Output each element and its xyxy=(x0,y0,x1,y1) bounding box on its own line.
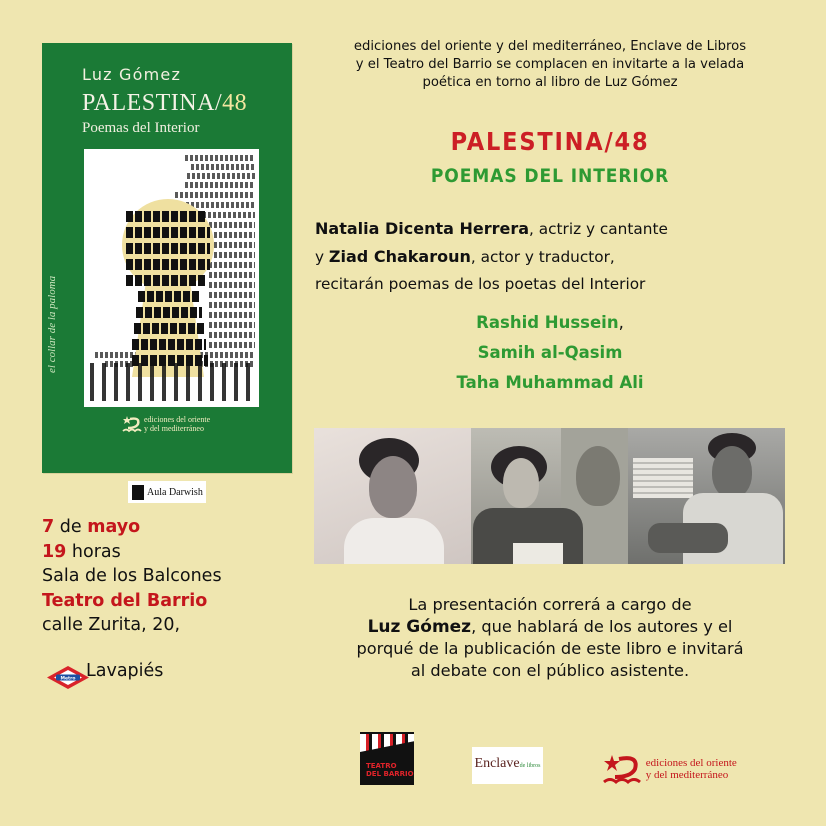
teatro-logo-text: TEATRO DEL BARRIO xyxy=(366,762,414,778)
intro-line: poética en torno al libro de Luz Gómez xyxy=(422,75,678,90)
closing-line-rest: , que hablará de los autores y el xyxy=(471,617,733,636)
enclave-de-libros-logo xyxy=(472,747,543,784)
enclave-logo-sub: de libros xyxy=(519,763,541,769)
poet xyxy=(314,338,786,368)
svg-text:Metro: Metro xyxy=(60,676,76,682)
bunting-icon xyxy=(360,734,414,752)
headline-title: PALESTINA/48 xyxy=(450,127,650,156)
event-time xyxy=(42,540,222,565)
performer-role: , actor y traductor, xyxy=(470,248,615,266)
performer-name: Ziad Chakaroun xyxy=(328,247,471,266)
poet-suffix: , xyxy=(618,313,624,332)
poet-name: Rashid Hussein xyxy=(476,313,619,332)
photo-rashid-hussein xyxy=(314,428,471,564)
event-venue: Teatro del Barrio xyxy=(42,590,208,611)
publisher-star-icon xyxy=(603,753,643,785)
cover-publisher-line1: ediciones del oriente xyxy=(144,415,211,424)
cover-title-text: PALESTINA xyxy=(82,90,215,116)
intro-line: y el Teatro del Barrio se complacen en invitarte a la velada xyxy=(355,57,745,72)
cover-subtitle: Poemas del Interior xyxy=(82,120,200,136)
cover-title-sep: / xyxy=(214,90,223,116)
event-neighborhood: Lavapiés xyxy=(86,661,164,681)
enclave-logo-text: Enclave xyxy=(474,756,520,771)
event-day: 7 xyxy=(42,517,55,537)
event-hour: 19 xyxy=(42,541,67,562)
performers-description: recitarán poemas de los poetas del Interior xyxy=(315,275,646,293)
conjunction: y xyxy=(315,248,329,266)
performer-1 xyxy=(315,215,795,243)
closing-line: porqué de la publicación de este libro e invitará xyxy=(356,639,744,658)
cover-title xyxy=(82,90,247,117)
portrait-icon xyxy=(132,485,144,500)
poet xyxy=(314,308,786,338)
performers xyxy=(315,215,795,298)
aula-darwish-logo xyxy=(128,481,206,503)
performer-role: , actriz y cantante xyxy=(529,220,668,238)
cover-artwork xyxy=(84,149,259,407)
cover-publisher-logo xyxy=(122,415,210,433)
event-date xyxy=(42,515,222,540)
teatro-del-barrio-logo xyxy=(360,732,414,785)
event-de: de xyxy=(54,517,88,537)
metro-icon xyxy=(46,665,90,690)
presentation-text xyxy=(314,594,786,682)
cover-author: Luz Gómez xyxy=(82,65,182,84)
event-hour-label: horas xyxy=(66,541,121,562)
intro-line: ediciones del oriente y del mediterráneo, Enclave de Libros xyxy=(353,39,747,54)
performer-name: Natalia Dicenta Herrera xyxy=(315,219,530,238)
cover-publisher-line2: y del mediterráneo xyxy=(144,424,204,433)
closing-line: al debate con el público asistente. xyxy=(410,661,690,680)
event-month: mayo xyxy=(87,517,141,537)
cover-series: el collar de la paloma xyxy=(46,275,58,373)
photo-taha-muhammad-ali xyxy=(628,428,785,564)
closing-line: La presentación correrá a cargo de xyxy=(408,595,692,614)
book-cover xyxy=(42,43,292,473)
publisher-star-icon xyxy=(122,415,142,433)
photo-samih-al-qasim xyxy=(471,428,628,564)
event-room: Sala de los Balcones xyxy=(42,566,222,586)
headline-subtitle: POEMAS DEL INTERIOR xyxy=(430,165,670,187)
poet xyxy=(314,368,786,398)
ediciones-oriente-logo xyxy=(603,753,737,785)
keyhole-graphic xyxy=(122,199,214,377)
poet-photos xyxy=(314,428,785,564)
event-details xyxy=(42,515,222,638)
edic-line1: ediciones del oriente xyxy=(645,757,737,769)
poet-name: Samih al-Qasim xyxy=(477,343,623,362)
presenter-name: Luz Gómez xyxy=(367,617,472,637)
cover-title-num: 48 xyxy=(222,90,248,116)
edic-line2: y del mediterráneo xyxy=(645,769,729,781)
keys-graphic xyxy=(90,363,253,401)
closing-line xyxy=(314,616,786,638)
performer-2 xyxy=(315,243,795,271)
invitation-intro xyxy=(314,38,786,92)
aula-label: Aula Darwish xyxy=(147,486,203,498)
poets-list xyxy=(314,308,786,398)
event-address: calle Zurita, 20, xyxy=(42,615,181,635)
poet-name: Taha Muhammad Ali xyxy=(456,373,644,392)
